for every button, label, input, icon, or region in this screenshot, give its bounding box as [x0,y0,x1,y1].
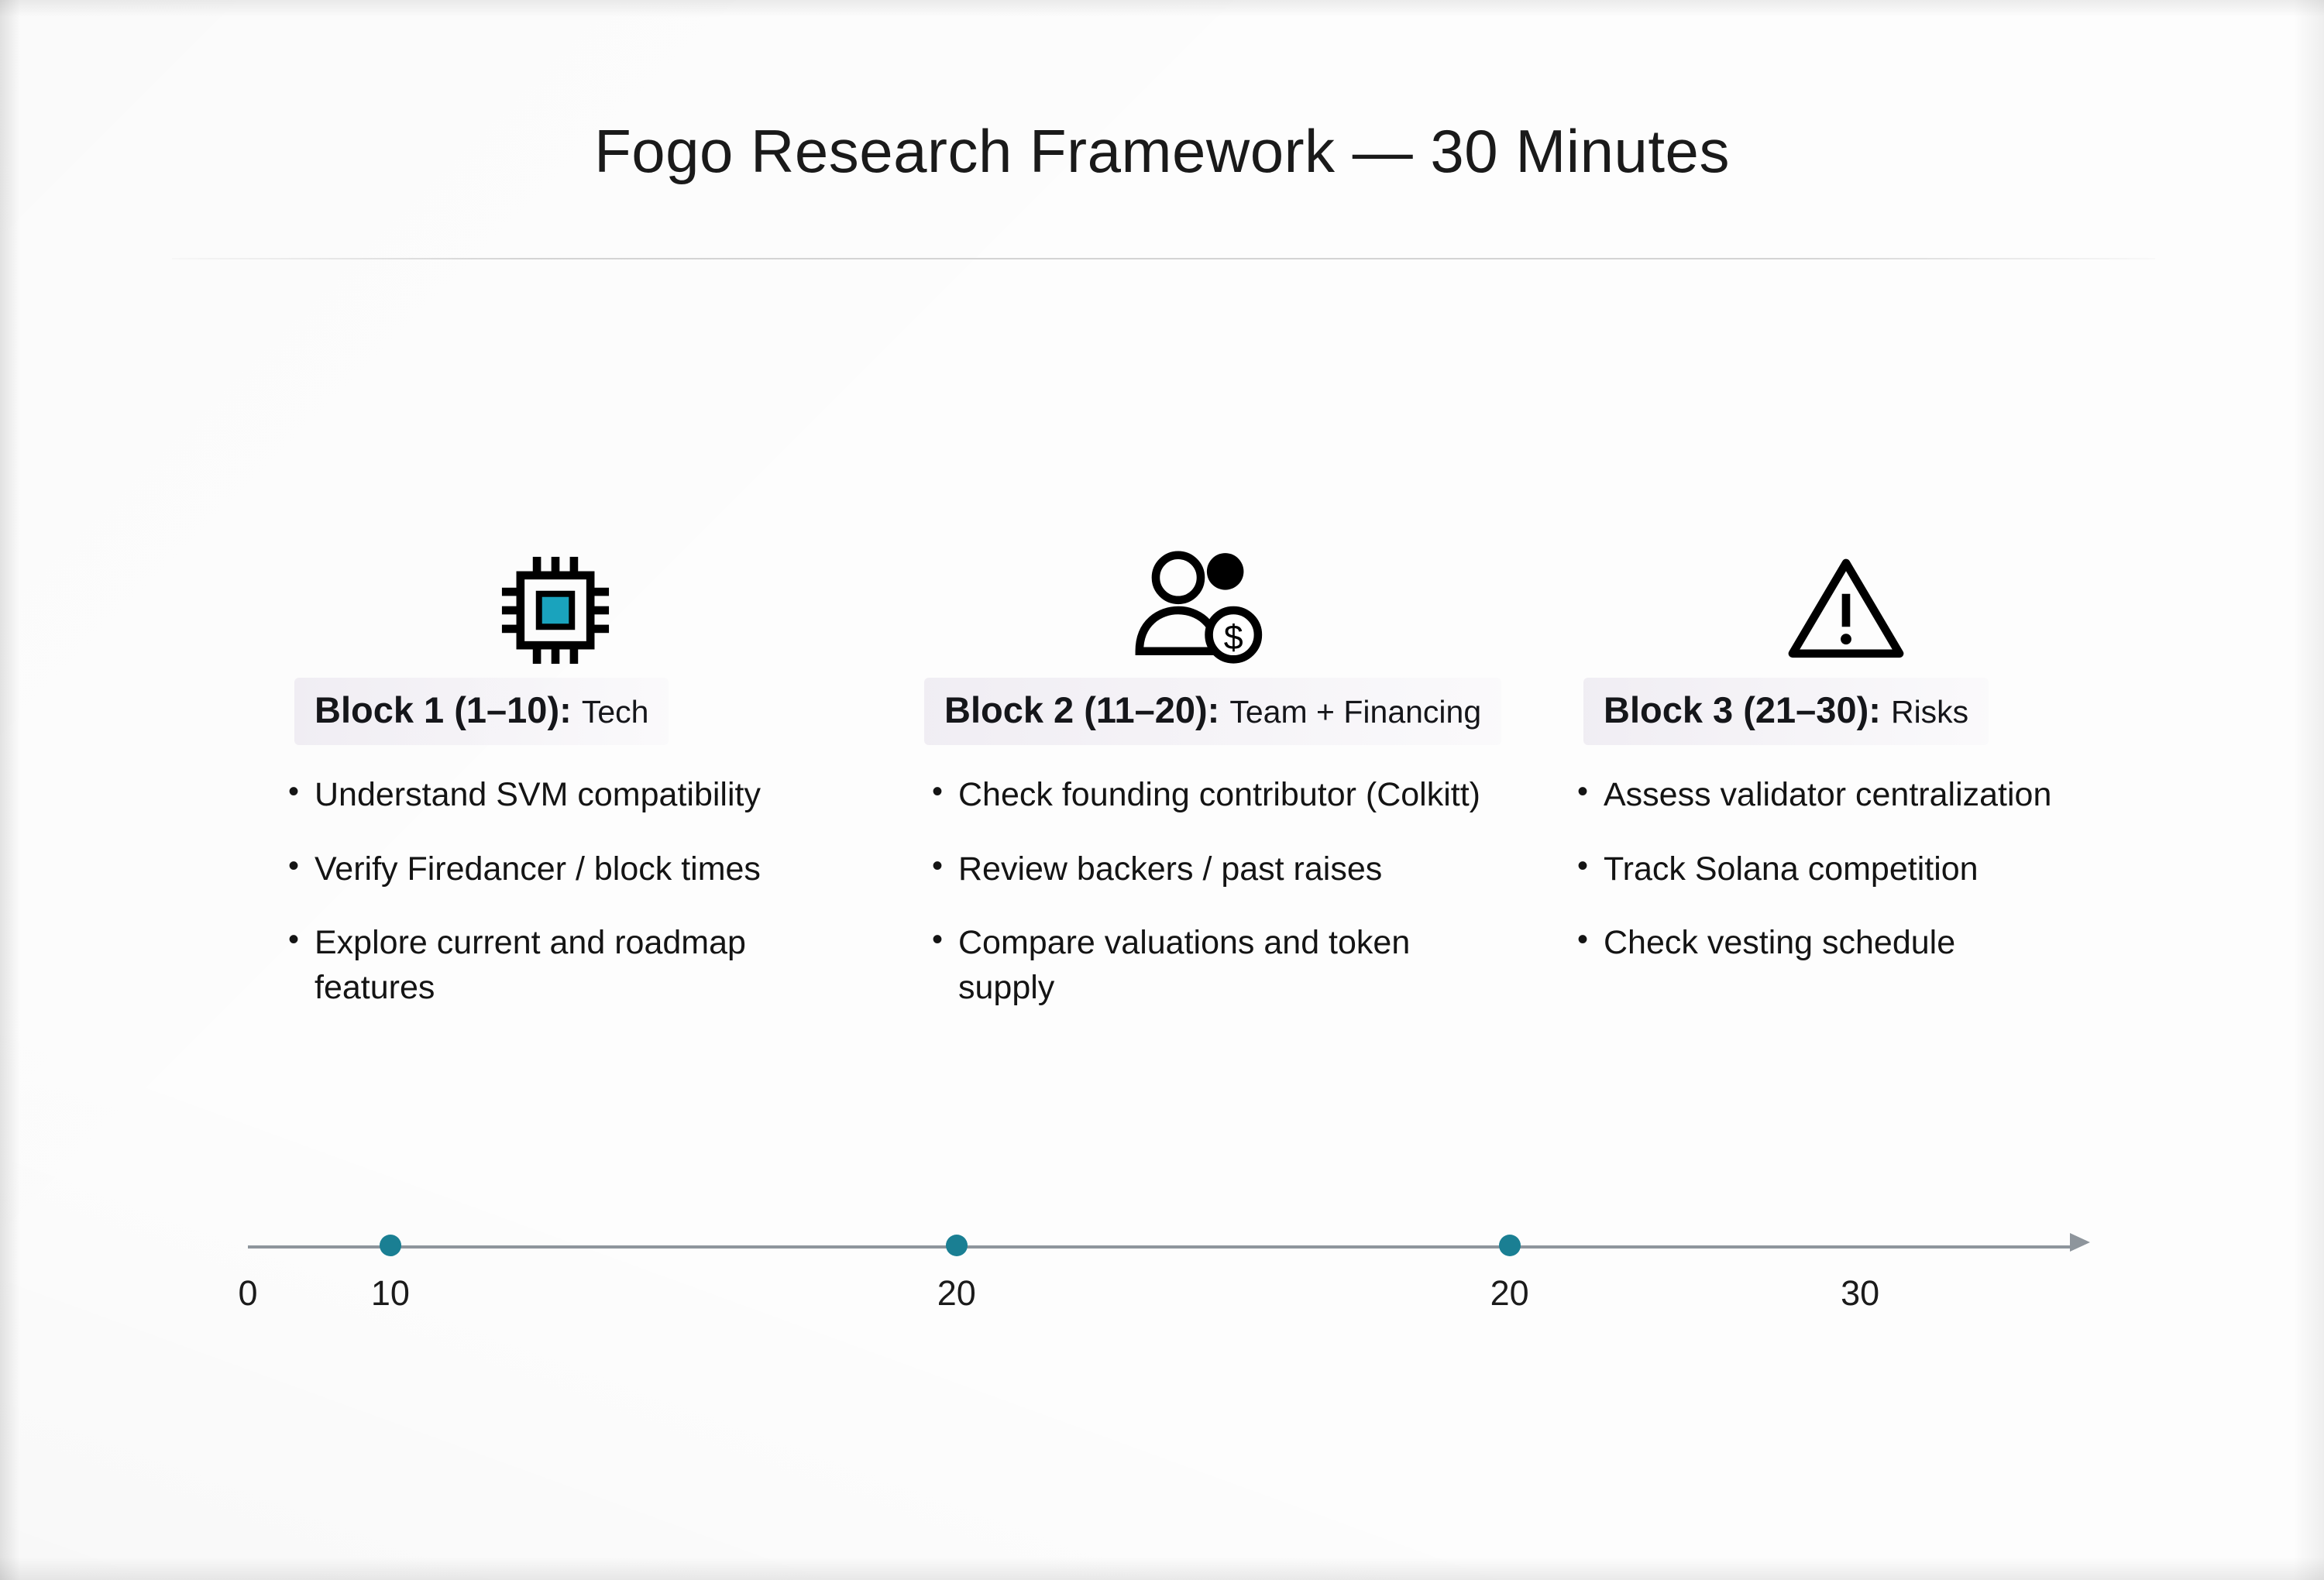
list-item: • Check founding contributor (Colkitt) [958,773,1501,818]
page-edge-shadow-left [0,0,20,1580]
list-item: • Review backers / past raises [958,847,1501,892]
timeline-tick-label: 0 [238,1273,258,1313]
block-column-1 [232,542,878,1039]
timeline-tick-label: 30 [1841,1273,1880,1313]
block-3-heading [1583,678,1989,745]
timeline-axis [248,1245,2076,1249]
page-edge-shadow-top [0,0,2324,17]
block-column-2 [878,542,1523,1039]
block-3-bullet-list [1523,773,2168,966]
block-3-heading-sub: Risks [1890,694,1969,730]
page-title: Fogo Research Framework — 30 Minutes [594,117,1730,185]
block-2-heading [924,678,1501,745]
block-2-bullet-list [878,773,1523,1010]
blocks-container [232,542,2169,1039]
timeline-marker [380,1235,401,1256]
svg-text:$: $ [1223,617,1243,657]
list-item: • Check vesting schedule [1604,921,2115,966]
timeline [238,1239,2123,1348]
warning-triangle-icon [1523,542,2168,678]
block-2-heading-sub: Team + Financing [1229,694,1482,730]
block-1-heading [294,678,669,745]
page-edge-shadow-right [2293,0,2324,1580]
block-3-heading-main: Block 3 (21–30): [1604,689,1881,730]
list-item: • Understand SVM compatibility [315,773,795,818]
timeline-marker [1499,1235,1521,1256]
page-edge-shadow-bottom [0,1557,2324,1580]
title-divider [172,258,2155,259]
block-1-heading-sub: Tech [581,694,649,730]
timeline-arrow-icon [2070,1233,2090,1252]
block-column-3 [1523,542,2168,995]
block-1-bullet-list [232,773,878,1010]
block-2-heading-main: Block 2 (11–20): [944,689,1220,730]
list-item: • Track Solana competition [1604,847,2115,892]
timeline-tick-label: 20 [937,1273,976,1313]
list-item: • Compare valuations and token supply [958,921,1501,1010]
cpu-chip-icon [232,542,878,678]
block-1-heading-main: Block 1 (1–10): [315,689,572,730]
timeline-tick-label: 20 [1490,1273,1529,1313]
list-item: • Explore current and roadmap features [315,921,795,1010]
timeline-marker [946,1235,968,1256]
people-money-icon [878,542,1523,678]
list-item: • Verify Firedancer / block times [315,847,795,892]
list-item: • Assess validator centralization [1604,773,2115,818]
timeline-tick-label: 10 [370,1273,410,1313]
